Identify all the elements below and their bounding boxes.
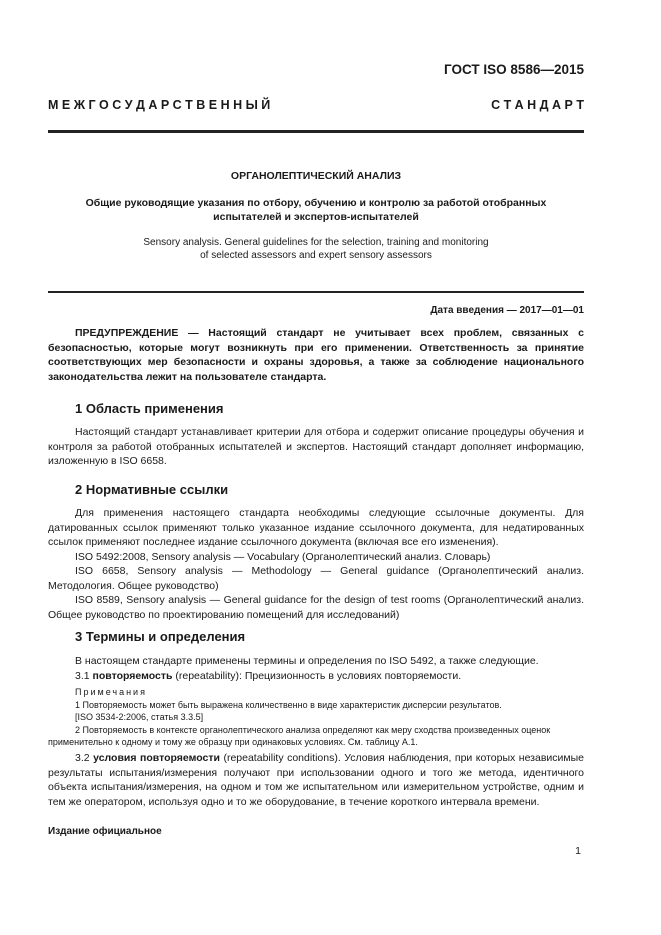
term-3-2-term: условия повторяемости [93,752,220,764]
document-subtitle [60,196,572,224]
official-edition-label: Издание официальное [48,826,162,837]
note-1-source: [ISO 3534-2:2006, статья 3.3.5] [75,712,204,722]
safety-warning [48,326,584,384]
section-1-text: Настоящий стандарт устанавливает критерии для отбора и содержит описание процедуры обучения и контроля за работой отобранных испытателей и экспертов. Настоящий стандарт дополняет информацию, изложенную в ISO 6658. [48,426,584,467]
term-3-2-definition: (repeatability conditions). Условия наблюдения, при которых независимые результаты испытания/измерения получают при использовании одного и того же метода, идентичного объекта испытания/измерения, на одном и том же испытательном или измерительном устройстве, одним и тем же оператором, используя одно и то же оборудование, в течение короткого интервала времени. [48,752,584,808]
interstate-standard-banner [48,98,584,112]
note-2: 2 Повторяемость в контексте органолептического анализа определяют как меру сходства произведенных оценок применительно к одному и тому же образцу при одинаковых условиях. См. таблицу А.1. [48,724,551,747]
section-3-intro: В настоящем стандарте применены термины и определения по ISO 5492, а также следующие. [75,655,539,667]
section-2-heading: 2 Нормативные ссылки [75,482,229,497]
term-3-1-notes [48,686,584,749]
section-3-body [48,654,584,683]
warning-text: ПРЕДУПРЕЖДЕНИЕ — Настоящий стандарт не учитывает всех проблем, связанных с безопасностью, которые могут возникнуть при его применении. Ответственность за принятие соответствующих мер безопасности и охраны здоровья, а также за соблюдение национального законодательства лежит на пользователе стандарта. [48,327,584,383]
english-title-line-1: Sensory analysis. General guidelines for the selection, training and monitoring [143,237,489,248]
thick-divider [48,130,584,133]
reference-iso-5492: ISO 5492:2008, Sensory analysis — Vocabulary (Органолептический анализ. Словарь) [75,550,491,563]
thin-divider [48,291,584,293]
term-3-2-number: 3.2 [75,752,94,764]
english-title [60,236,572,262]
banner-word-standard: С Т А Н Д А Р Т [491,98,584,112]
document-title: ОРГАНОЛЕПТИЧЕСКИЙ АНАЛИЗ [230,170,402,182]
section-2-body [48,506,584,622]
section-3-heading: 3 Термины и определения [75,629,246,644]
section-2-intro: Для применения настоящего стандарта необходимы следующие ссылочные документы. Для датированных ссылок применяют только указанное издание ссылочного документа, для недатированных ссылок применяют последнее издание ссылочного документа (включая все его изменения). [48,507,584,548]
english-title-line-2: of selected assessors and expert sensory assessors [200,250,432,261]
section-1-body [48,425,584,469]
reference-iso-6658: ISO 6658, Sensory analysis — Methodology — General guidance (Органолептический анализ. Методология. Общее руководство) [48,565,584,592]
introduction-date: Дата введения — 2017—01—01 [430,305,584,316]
reference-iso-8589: ISO 8589, Sensory analysis — General guidance for the design of test rooms (Органолептический анализ. Общее руководство по проектированию помещений для исследований) [48,594,584,621]
term-3-1-number: 3.1 [75,669,93,682]
subtitle-line-1: Общие руководящие указания по отбору, обучению и контролю за работой отобранных [85,197,547,209]
term-3-1-definition: (repeatability): Прецизионность в условиях повторяемости. [172,669,462,682]
term-3-2-body [48,751,584,809]
section-1-heading: 1 Область применения [75,401,224,416]
banner-word-interstate: М Е Ж Г О С У Д А Р С Т В Е Н Н Ы Й [48,98,271,112]
subtitle-line-2: испытателей и экспертов-испытателей [213,211,419,223]
term-3-2 [48,751,584,809]
page-number: 1 [575,845,581,857]
note-1: 1 Повторяемость может быть выражена количественно в виде характеристик дисперсии результатов. [75,699,502,710]
term-3-1-term: повторяемость [92,669,173,682]
notes-label: Примечания [75,687,147,697]
term-3-1 [48,669,584,684]
document-id: ГОСТ ISO 8586—2015 [444,62,584,77]
